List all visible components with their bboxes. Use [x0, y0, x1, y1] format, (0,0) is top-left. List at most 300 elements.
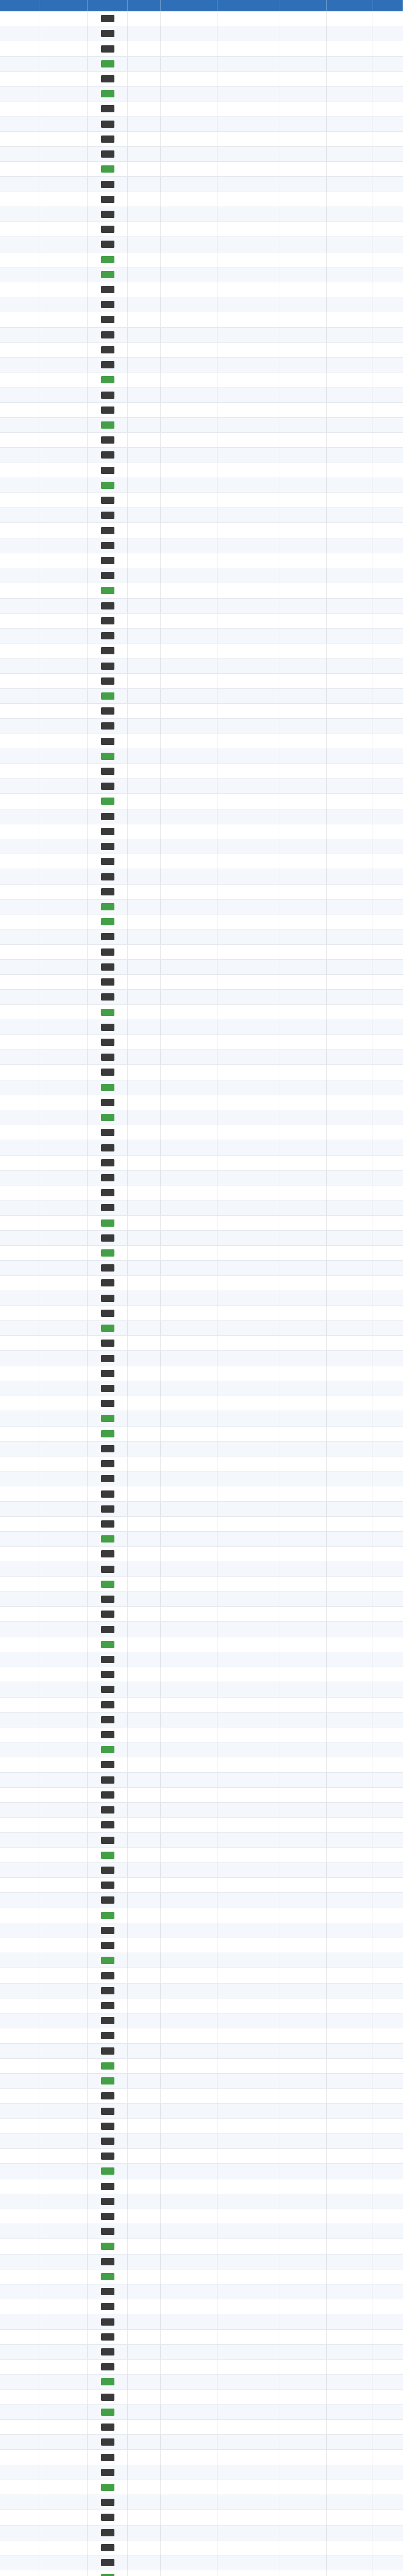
table-cell	[217, 975, 279, 989]
table-cell	[40, 1788, 88, 1802]
table-row	[0, 2209, 403, 2224]
table-cell	[217, 418, 279, 432]
header-cell	[161, 0, 217, 11]
table-cell	[40, 629, 88, 643]
table-cell	[0, 132, 40, 146]
table-row	[0, 1833, 403, 1848]
table-cell	[40, 1231, 88, 1245]
table-cell	[161, 704, 217, 718]
table-cell	[40, 1727, 88, 1742]
table-cell	[88, 1095, 128, 1110]
table-cell	[40, 2314, 88, 2329]
table-cell	[161, 1938, 217, 1953]
table-cell	[128, 358, 161, 372]
table-row	[0, 869, 403, 884]
table-cell	[217, 2540, 279, 2555]
table-cell	[128, 643, 161, 658]
table-row	[0, 2149, 403, 2164]
table-cell	[217, 1532, 279, 1546]
table-row	[0, 1698, 403, 1713]
table-row	[0, 1306, 403, 1321]
table-cell	[279, 553, 327, 568]
table-cell	[88, 117, 128, 131]
table-cell	[40, 267, 88, 282]
table-cell	[217, 1682, 279, 1697]
table-cell	[373, 2149, 403, 2163]
fuel-type-badge	[101, 2213, 114, 2220]
fuel-type-badge	[101, 2559, 114, 2566]
table-cell	[161, 824, 217, 839]
table-cell	[327, 599, 373, 613]
table-cell	[0, 1607, 40, 1621]
table-cell	[128, 2526, 161, 2540]
table-row	[0, 343, 403, 358]
table-cell	[88, 1878, 128, 1892]
table-cell	[373, 2134, 403, 2148]
table-cell	[373, 1984, 403, 1998]
table-row	[0, 2375, 403, 2389]
table-cell	[0, 267, 40, 282]
table-cell	[327, 553, 373, 568]
table-cell	[161, 2510, 217, 2524]
table-cell	[327, 1848, 373, 1862]
table-cell	[161, 1547, 217, 1561]
table-cell	[161, 343, 217, 357]
table-cell	[373, 508, 403, 522]
table-cell	[373, 900, 403, 914]
table-cell	[279, 1998, 327, 2013]
table-cell	[217, 1757, 279, 1772]
fuel-type-badge	[101, 1279, 114, 1286]
table-cell	[279, 418, 327, 432]
table-cell	[0, 162, 40, 176]
table-cell	[40, 719, 88, 733]
table-cell	[373, 1968, 403, 1982]
table-cell	[327, 854, 373, 869]
table-cell	[217, 1471, 279, 1486]
table-cell	[40, 1140, 88, 1155]
table-cell	[217, 1938, 279, 1953]
table-cell	[373, 749, 403, 764]
table-cell	[88, 1366, 128, 1381]
table-row	[0, 2299, 403, 2314]
table-cell	[217, 132, 279, 146]
fuel-type-badge	[101, 406, 114, 414]
fuel-type-badge	[101, 1611, 114, 1618]
table-cell	[40, 343, 88, 357]
table-cell	[40, 2465, 88, 2480]
table-cell	[327, 583, 373, 598]
table-cell	[128, 1562, 161, 1577]
table-cell	[279, 2149, 327, 2163]
fuel-type-badge	[101, 2288, 114, 2295]
table-cell	[279, 2209, 327, 2224]
table-cell	[0, 1502, 40, 1516]
table-cell	[161, 1276, 217, 1290]
table-cell	[217, 192, 279, 207]
table-cell	[128, 1893, 161, 1907]
table-cell	[128, 1773, 161, 1787]
table-cell	[161, 839, 217, 854]
table-cell	[161, 57, 217, 71]
table-cell	[327, 312, 373, 327]
table-cell	[279, 1908, 327, 1923]
table-cell	[128, 192, 161, 207]
table-cell	[279, 674, 327, 688]
table-row	[0, 1321, 403, 1336]
table-cell	[373, 162, 403, 176]
table-cell	[128, 749, 161, 764]
table-cell	[0, 1698, 40, 1712]
table-cell	[40, 1336, 88, 1350]
table-cell	[0, 1171, 40, 1185]
table-cell	[0, 1080, 40, 1095]
table-row	[0, 192, 403, 207]
table-cell	[161, 1171, 217, 1185]
table-cell	[40, 854, 88, 869]
table-cell	[373, 177, 403, 191]
table-cell	[217, 448, 279, 462]
table-cell	[40, 2194, 88, 2209]
fuel-type-badge	[101, 316, 114, 323]
table-cell	[88, 2405, 128, 2419]
table-cell	[88, 719, 128, 733]
table-cell	[88, 1742, 128, 1757]
table-cell	[0, 1547, 40, 1561]
table-cell	[128, 1095, 161, 1110]
table-cell	[217, 764, 279, 778]
table-cell	[327, 1878, 373, 1892]
table-cell	[327, 1321, 373, 1335]
table-cell	[373, 87, 403, 101]
table-cell	[279, 2134, 327, 2148]
table-cell	[327, 704, 373, 718]
table-cell	[40, 824, 88, 839]
table-cell	[40, 674, 88, 688]
table-cell	[128, 1863, 161, 1877]
table-cell	[0, 448, 40, 462]
fuel-type-badge	[101, 271, 114, 278]
table-cell	[0, 147, 40, 161]
table-row	[0, 1035, 403, 1050]
table-cell	[279, 2059, 327, 2073]
table-cell	[373, 2224, 403, 2239]
table-cell	[373, 312, 403, 327]
table-cell	[279, 2510, 327, 2524]
table-cell	[128, 207, 161, 222]
table-cell	[0, 237, 40, 251]
table-cell	[128, 2044, 161, 2058]
table-cell	[161, 478, 217, 493]
table-cell	[0, 689, 40, 703]
table-row	[0, 1185, 403, 1200]
table-cell	[0, 478, 40, 493]
table-cell	[279, 2555, 327, 2570]
table-cell	[128, 1336, 161, 1350]
table-cell	[40, 1216, 88, 1230]
table-cell	[217, 2269, 279, 2284]
table-cell	[40, 1456, 88, 1471]
table-cell	[327, 1998, 373, 2013]
table-cell	[217, 297, 279, 312]
table-cell	[217, 147, 279, 161]
table-cell	[0, 1652, 40, 1667]
table-cell	[279, 132, 327, 146]
table-cell	[217, 2480, 279, 2495]
table-cell	[373, 824, 403, 839]
table-cell	[279, 1923, 327, 1938]
fuel-type-badge	[101, 2514, 114, 2521]
table-cell	[327, 839, 373, 854]
table-cell	[88, 2510, 128, 2524]
table-cell	[217, 869, 279, 884]
table-cell	[0, 1065, 40, 1079]
table-cell	[161, 508, 217, 522]
table-cell	[40, 1020, 88, 1035]
table-cell	[128, 1276, 161, 1290]
table-row	[0, 1803, 403, 1818]
table-cell	[373, 854, 403, 869]
table-cell	[217, 2074, 279, 2088]
table-cell	[0, 297, 40, 312]
table-cell	[40, 312, 88, 327]
fuel-type-badge	[101, 1882, 114, 1889]
table-cell	[279, 2255, 327, 2269]
table-cell	[279, 2330, 327, 2344]
fuel-type-badge	[101, 858, 114, 865]
table-cell	[373, 1637, 403, 1652]
fuel-type-badge	[101, 2062, 114, 2070]
table-cell	[161, 929, 217, 944]
table-cell	[128, 1984, 161, 1998]
table-cell	[279, 1110, 327, 1125]
table-cell	[0, 1773, 40, 1787]
table-cell	[217, 478, 279, 493]
table-cell	[88, 869, 128, 884]
table-cell	[279, 2119, 327, 2133]
table-cell	[40, 2435, 88, 2449]
table-cell	[217, 854, 279, 869]
table-cell	[217, 538, 279, 553]
fuel-type-badge	[101, 392, 114, 399]
table-cell	[88, 1080, 128, 1095]
table-cell	[279, 328, 327, 342]
table-cell	[88, 960, 128, 974]
table-cell	[128, 418, 161, 432]
table-cell	[128, 2134, 161, 2148]
table-cell	[217, 328, 279, 342]
table-cell	[0, 854, 40, 869]
table-cell	[88, 643, 128, 658]
table-cell	[0, 2074, 40, 2088]
table-cell	[88, 1411, 128, 1426]
table-cell	[279, 568, 327, 583]
table-cell	[161, 237, 217, 251]
table-cell	[0, 252, 40, 267]
table-cell	[327, 1667, 373, 1682]
table-cell	[279, 1427, 327, 1441]
table-cell	[161, 1622, 217, 1636]
table-cell	[279, 1878, 327, 1892]
table-cell	[128, 1637, 161, 1652]
fuel-type-badge	[101, 2378, 114, 2385]
table-cell	[161, 2330, 217, 2344]
table-row	[0, 1261, 403, 1276]
table-row	[0, 1818, 403, 1833]
table-row	[0, 297, 403, 312]
table-cell	[88, 463, 128, 478]
table-cell	[0, 990, 40, 1004]
table-row	[0, 568, 403, 583]
table-cell	[128, 975, 161, 989]
table-cell	[327, 1984, 373, 1998]
table-cell	[373, 403, 403, 417]
table-cell	[88, 839, 128, 854]
table-cell	[161, 252, 217, 267]
table-cell	[327, 885, 373, 899]
table-cell	[327, 11, 373, 26]
table-cell	[373, 2164, 403, 2178]
table-row	[0, 1216, 403, 1231]
table-cell	[0, 1998, 40, 2013]
table-cell	[327, 1396, 373, 1411]
table-cell	[217, 508, 279, 522]
table-cell	[88, 854, 128, 869]
table-cell	[0, 538, 40, 553]
table-row	[0, 312, 403, 327]
table-cell	[327, 1246, 373, 1260]
table-row	[0, 599, 403, 614]
table-cell	[40, 2164, 88, 2178]
table-row	[0, 1667, 403, 1682]
table-cell	[279, 824, 327, 839]
table-row	[0, 1953, 403, 1968]
table-cell	[279, 869, 327, 884]
table-row	[0, 358, 403, 372]
table-cell	[128, 2405, 161, 2419]
table-cell	[217, 1607, 279, 1621]
table-cell	[279, 2044, 327, 2058]
table-cell	[40, 2059, 88, 2073]
table-cell	[373, 1667, 403, 1682]
table-cell	[373, 658, 403, 673]
table-cell	[40, 478, 88, 493]
table-cell	[40, 162, 88, 176]
table-cell	[279, 1231, 327, 1245]
table-cell	[128, 1727, 161, 1742]
table-cell	[327, 1562, 373, 1577]
table-cell	[88, 312, 128, 327]
table-cell	[128, 1140, 161, 1155]
table-cell	[128, 2089, 161, 2103]
table-cell	[40, 1156, 88, 1170]
table-cell	[217, 463, 279, 478]
table-cell	[40, 929, 88, 944]
table-cell	[128, 1005, 161, 1019]
fuel-type-badge	[101, 1310, 114, 1317]
table-cell	[128, 1080, 161, 1095]
table-cell	[161, 1411, 217, 1426]
table-cell	[327, 1502, 373, 1516]
table-cell	[88, 1502, 128, 1516]
table-cell	[217, 2013, 279, 2028]
header-cell	[373, 0, 403, 11]
table-cell	[88, 2209, 128, 2224]
table-cell	[0, 523, 40, 537]
table-cell	[373, 1863, 403, 1877]
table-cell	[373, 2390, 403, 2404]
fuel-type-badge	[101, 918, 114, 925]
table-cell	[128, 1246, 161, 1260]
table-cell	[373, 1321, 403, 1335]
table-cell	[279, 1592, 327, 1606]
fuel-type-badge	[101, 1370, 114, 1377]
table-cell	[40, 1592, 88, 1606]
table-cell	[327, 1833, 373, 1847]
table-cell	[40, 2149, 88, 2163]
table-row	[0, 1276, 403, 1291]
table-cell	[161, 2314, 217, 2329]
table-cell	[128, 252, 161, 267]
table-cell	[40, 1622, 88, 1636]
header-cell	[40, 0, 88, 11]
fuel-type-badge	[101, 226, 114, 233]
table-cell	[373, 734, 403, 749]
table-cell	[88, 1592, 128, 1606]
table-cell	[217, 1773, 279, 1787]
table-cell	[217, 1020, 279, 1035]
table-cell	[373, 583, 403, 598]
fuel-type-badge	[101, 1249, 114, 1257]
table-cell	[161, 960, 217, 974]
table-cell	[88, 1306, 128, 1320]
table-cell	[88, 1381, 128, 1396]
table-cell	[161, 1080, 217, 1095]
table-cell	[217, 824, 279, 839]
header-cell	[88, 0, 128, 11]
table-cell	[373, 132, 403, 146]
table-row	[0, 1442, 403, 1456]
table-cell	[327, 162, 373, 176]
table-cell	[327, 629, 373, 643]
table-cell	[373, 2104, 403, 2118]
table-cell	[327, 2089, 373, 2103]
table-cell	[128, 869, 161, 884]
table-cell	[373, 1351, 403, 1365]
table-row	[0, 1727, 403, 1742]
table-cell	[279, 387, 327, 402]
table-cell	[0, 2119, 40, 2133]
table-cell	[161, 267, 217, 282]
table-cell	[373, 11, 403, 26]
table-row	[0, 719, 403, 734]
table-row	[0, 1291, 403, 1306]
table-cell	[161, 1742, 217, 1757]
table-cell	[128, 568, 161, 583]
table-cell	[373, 1381, 403, 1396]
table-cell	[88, 2435, 128, 2449]
table-cell	[327, 2330, 373, 2344]
table-row	[0, 960, 403, 975]
table-cell	[40, 1427, 88, 1441]
table-cell	[217, 222, 279, 236]
table-cell	[40, 1291, 88, 1306]
table-cell	[0, 343, 40, 357]
table-cell	[217, 2284, 279, 2299]
fuel-type-badge	[101, 1957, 114, 1964]
table-cell	[279, 1818, 327, 1832]
table-cell	[373, 914, 403, 929]
